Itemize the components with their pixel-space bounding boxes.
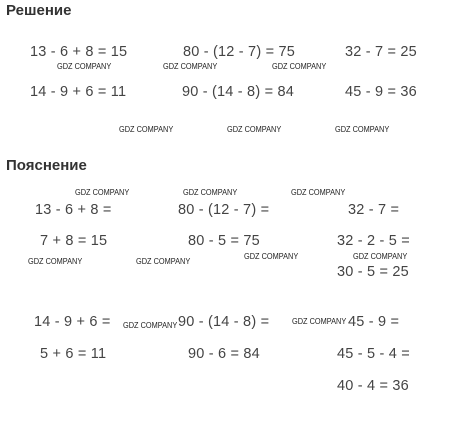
explanation-line: 32 - 7 = [348,202,400,218]
explanation-line: 45 - 5 - 4 = [337,346,410,362]
solution-line: 14 - 9 + 6 = 11 [30,84,127,100]
watermark-text: GDZ COMPANY [292,317,347,326]
watermark-text: GDZ COMPANY [123,321,178,330]
watermark-text: GDZ COMPANY [335,125,390,134]
explanation-line: 32 - 2 - 5 = [337,233,410,249]
watermark-text: GDZ COMPANY [163,62,218,71]
explanation-line: 45 - 9 = [348,314,400,330]
explanation-line: 5 + 6 = 11 [40,346,107,362]
watermark-text: GDZ COMPANY [57,62,112,71]
solution-line: 90 - (14 - 8) = 84 [182,84,295,100]
watermark-text: GDZ COMPANY [183,188,238,197]
explanation-line: 80 - 5 = 75 [188,233,260,249]
explanation-line: 90 - 6 = 84 [188,346,260,362]
solution-line: 45 - 9 = 36 [345,84,417,100]
watermark-text: GDZ COMPANY [291,188,346,197]
watermark-text: GDZ COMPANY [272,62,327,71]
solution-line: 80 - (12 - 7) = 75 [183,44,296,60]
explanation-heading: Пояснение [6,157,87,174]
watermark-text: GDZ COMPANY [244,252,299,261]
watermark-text: GDZ COMPANY [227,125,282,134]
explanation-line: 7 + 8 = 15 [40,233,108,249]
watermark-text: GDZ COMPANY [28,257,83,266]
solution-heading: Решение [6,2,72,19]
solution-line: 13 - 6 + 8 = 15 [30,44,128,60]
watermark-text: GDZ COMPANY [136,257,191,266]
explanation-line: 90 - (14 - 8) = [178,314,270,330]
watermark-text: GDZ COMPANY [75,188,130,197]
explanation-line: 13 - 6 + 8 = [35,202,112,218]
explanation-line: 80 - (12 - 7) = [178,202,270,218]
explanation-line: 30 - 5 = 25 [337,264,409,280]
watermark-text: GDZ COMPANY [119,125,174,134]
solution-line: 32 - 7 = 25 [345,44,417,60]
explanation-line: 40 - 4 = 36 [337,378,409,394]
watermark-text: GDZ COMPANY [353,252,408,261]
explanation-line: 14 - 9 + 6 = [34,314,111,330]
